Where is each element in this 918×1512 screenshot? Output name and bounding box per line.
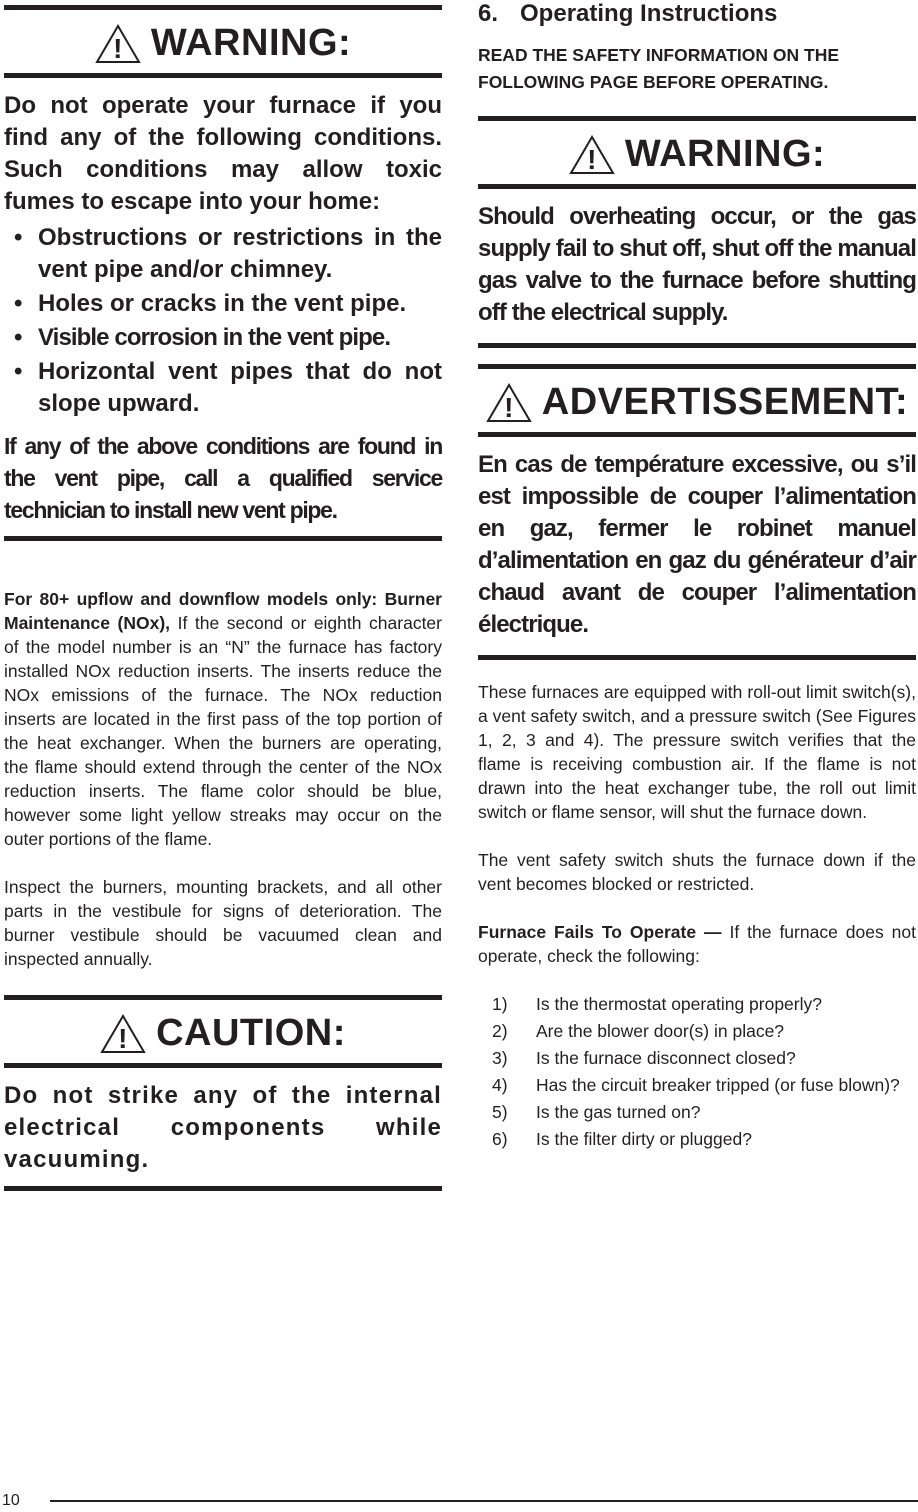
fails-text: If the furnace does not operate, check the following: — [478, 922, 917, 966]
page-footer — [0, 1490, 918, 1512]
caution-mid-rule — [4, 1063, 442, 1068]
vent-safety-paragraph: The vent safety switch shuts the furnace down if the vent becomes blocked or restricted. — [478, 850, 916, 894]
list-item: 6) Is the filter dirty or plugged? — [492, 1129, 752, 1149]
warning-right-bottom-rule — [478, 343, 916, 348]
right-column — [478, 0, 916, 1154]
warning-right-heading-row — [478, 121, 916, 184]
caution-text: Do not strike any of the internal electrical components while vacuuming. — [4, 1082, 442, 1173]
warning-right-heading: WARNING: — [624, 133, 826, 175]
fails-lead: Furnace Fails To Operate — — [478, 922, 722, 942]
warning-box-left — [4, 10, 442, 541]
list-item: 1) Is the thermostat operating properly? — [492, 994, 822, 1014]
bullet-icon: • — [14, 324, 22, 351]
warning-triangle-icon — [486, 383, 532, 423]
warning-right-mid-rule — [478, 184, 916, 189]
caution-triangle-icon — [100, 1014, 146, 1054]
warning-closing: If any of the above conditions are found in the vent pipe, call a qualified service technician to install new vent pipe. — [4, 433, 442, 523]
section-title: Operating Instructions — [520, 0, 778, 27]
section-number: 6. — [478, 0, 499, 27]
warning-heading: WARNING: — [150, 22, 352, 64]
warning-right-text: Should overheating occur, or the gas supply fail to shut off, shut off the manual gas valve to the furnace before shutting off the electrical supply. — [478, 203, 916, 326]
troubleshooting-checklist — [478, 992, 916, 1151]
warning-intro: Do not operate your furnace if you find any of the following conditions. Such conditions may allow toxic fumes to escape into your home: — [4, 92, 442, 215]
caution-heading: CAUTION: — [156, 1012, 346, 1054]
operating-body — [478, 680, 916, 968]
list-item: • Holes or cracks in the vent pipe. — [4, 288, 442, 320]
svg-text:!: ! — [586, 143, 597, 175]
caution-box — [4, 1000, 442, 1191]
burner-maintenance — [4, 587, 442, 971]
list-item: 2) Are the blower door(s) in place? — [492, 1021, 785, 1041]
switches-paragraph: These furnaces are equipped with roll-out limit switch(s), a vent safety switch, and a pressure switch (See Figures 1, 2, 3 and 4). The pressure switch verifies that the flame is receiving combustion air. If the flame is not drawn into the heat exchanger tube, the roll out limit switch or flame sensor, will shut the furnace down. — [478, 682, 916, 822]
list-item: • Horizontal vent pipes that do not slope upward. — [14, 358, 442, 417]
advertissement-text: En cas de température excessive, ou s’il est impossible de couper l’alimentation en gaz, fermer le robinet manuel d’alimentation en gaz du générateur d’air chaud avant de couper l’alimentation électrique. — [478, 451, 916, 638]
list-item: 5) Is the gas turned on? — [492, 1102, 701, 1122]
warning-triangle-icon — [569, 135, 615, 175]
warning-heading-row — [4, 10, 442, 73]
list-item: 3) Is the furnace disconnect closed? — [492, 1048, 796, 1068]
bullet-icon: • — [14, 224, 23, 251]
page-number: 10 — [2, 1492, 20, 1509]
advertissement-bottom-rule — [478, 655, 916, 660]
footer-rule — [50, 1500, 918, 1502]
list-item: • Obstructions or restrictions in the vent pipe and/or chimney. — [14, 224, 442, 283]
warning-triangle-icon — [95, 24, 141, 64]
read-safety-notice: READ THE SAFETY INFORMATION ON THE FOLLOWING PAGE BEFORE OPERATING. — [478, 45, 840, 92]
warning-box-right — [478, 121, 916, 348]
burner-text: If the second or eighth character of the model number is an “N” the furnace has factory installed NOx reduction inserts. The inserts reduce the NOx emissions of the furnace. The NOx reduction inserts are located in the first pass of the top portion of the heat exchanger. When the burners are operating, the flame should extend through the center of the NOx reduction inserts. The flame color should be blue, however some light yellow streaks may occur on the outer portions of the flame. — [4, 613, 442, 849]
advertissement-box — [478, 369, 916, 660]
svg-text:!: ! — [112, 32, 123, 64]
bullet-icon: • — [14, 290, 23, 317]
section-heading — [478, 2, 916, 26]
advertissement-heading-row — [478, 369, 916, 432]
warning-bottom-rule — [4, 536, 442, 541]
list-item: • Visible corrosion in the vent pipe. — [4, 322, 442, 354]
advertissement-mid-rule — [478, 432, 916, 437]
caution-bottom-rule — [4, 1186, 442, 1191]
list-item: 4) Has the circuit breaker tripped (or fuse blown)? — [492, 1075, 900, 1095]
caution-heading-row — [4, 1000, 442, 1063]
warning-conditions-list — [4, 222, 442, 420]
bullet-icon: • — [14, 358, 23, 385]
left-column — [4, 0, 442, 1191]
advertissement-heading: ADVERTISSEMENT: — [541, 381, 909, 423]
svg-text:!: ! — [503, 391, 514, 423]
warning-body — [4, 90, 442, 526]
burner-lead: For 80+ upflow and downflow models only: Burner Maintenance (NOx), — [4, 589, 442, 633]
warning-mid-rule — [4, 73, 442, 78]
svg-text:!: ! — [118, 1022, 129, 1054]
inspect-paragraph: Inspect the burners, mounting brackets, and all other parts in the vestibule for signs of deterioration. The burner vestibule should be vacuumed clean and inspected annually. — [4, 877, 442, 969]
